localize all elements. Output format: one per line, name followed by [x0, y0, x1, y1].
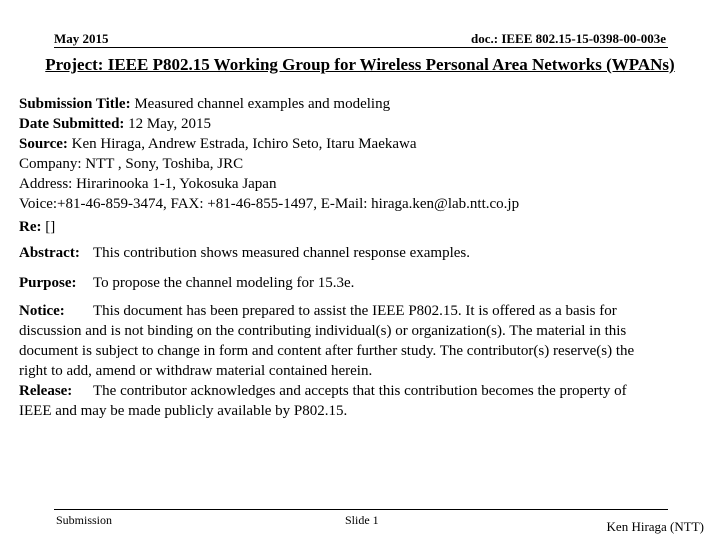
date-submitted-value: 12 May, 2015 [128, 116, 211, 132]
footer-slide-number: Slide 1 [345, 513, 379, 527]
release-label: Release: [19, 383, 73, 399]
purpose-text: To propose the channel modeling for 15.3e. [93, 275, 355, 291]
notice-block [19, 301, 691, 421]
source-line [19, 134, 691, 154]
release-text: The contributor acknowledges and accepts that this contribution becomes the property of [93, 383, 627, 399]
submission-title-value: Measured channel examples and modeling [134, 96, 391, 112]
footer-divider [54, 509, 668, 510]
notice-line: right to add, amend or withdraw material contained herein. [19, 363, 373, 379]
header-doc-id: doc.: IEEE 802.15-15-0398-00-003e [471, 31, 666, 46]
footer-author: Ken Hiraga (NTT) [606, 519, 704, 534]
purpose-row [19, 273, 691, 293]
submission-title-label: Submission Title: [19, 96, 131, 112]
notice-line [19, 301, 691, 321]
source-label: Source: [19, 136, 68, 152]
release-line [19, 381, 691, 401]
company-line: Company: NTT , Sony, Toshiba, JRC [19, 156, 244, 172]
re-value: [] [45, 219, 56, 235]
contact-line: Voice:+81-46-859-3474, FAX: +81-46-855-1497, E-Mail: hiraga.ken@lab.ntt.co.jp [19, 196, 520, 212]
address-line: Address: Hirarinooka 1-1, Yokosuka Japan [19, 176, 277, 192]
project-title: Project: IEEE P802.15 Working Group for Wireless Personal Area Networks (WPANs) [45, 55, 675, 74]
purpose-label: Purpose: [19, 275, 77, 291]
re-line [19, 217, 691, 237]
submission-title-line [19, 94, 691, 114]
header-divider [54, 47, 668, 48]
abstract-row [19, 243, 691, 263]
date-submitted-label: Date Submitted: [19, 116, 125, 132]
notice-label: Notice: [19, 303, 65, 319]
source-value: Ken Hiraga, Andrew Estrada, Ichiro Seto, Itaru Maekawa [71, 136, 417, 152]
notice-text: This document has been prepared to assist the IEEE P802.15. It is offered as a basis for [93, 303, 617, 319]
date-submitted-line [19, 114, 691, 134]
notice-line: discussion and is not binding on the contributing individual(s) or organization(s). The material in this [19, 323, 627, 339]
release-line: IEEE and may be made publicly available by P802.15. [19, 403, 348, 419]
document-body [19, 94, 691, 421]
abstract-label: Abstract: [19, 245, 80, 261]
re-label: Re: [19, 219, 42, 235]
footer-submission: Submission [56, 513, 113, 527]
abstract-text: This contribution shows measured channel response examples. [93, 245, 470, 261]
notice-line: document is subject to change in form and content after further study. The contributor(s) reserve(s) the [19, 343, 635, 359]
header-date: May 2015 [54, 31, 109, 46]
